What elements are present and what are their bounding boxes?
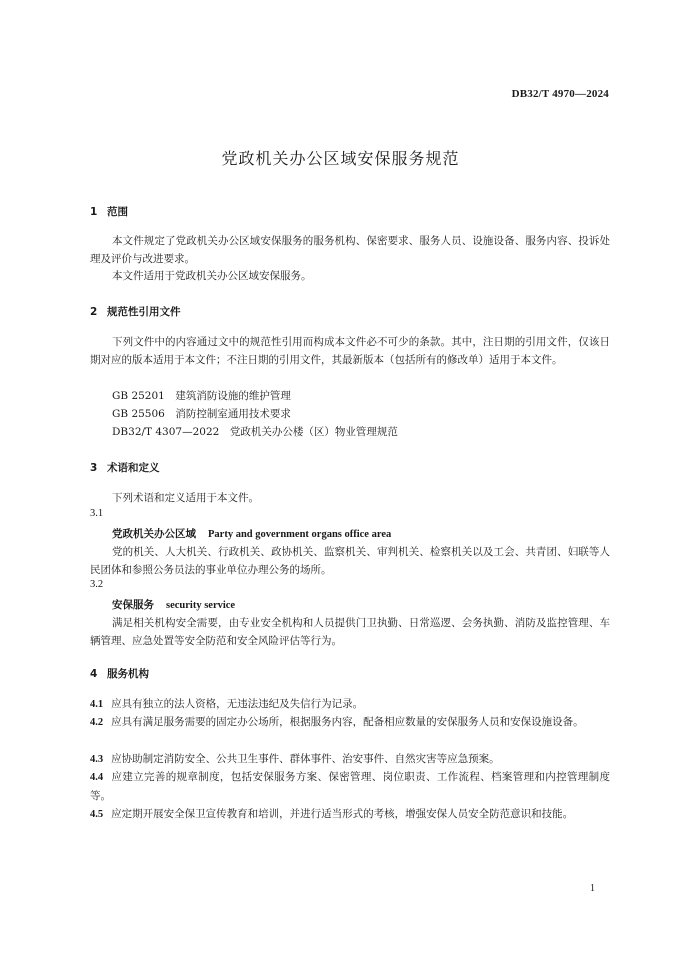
clause-text: 应具有满足服务需要的固定办公场所，根据服务内容，配备相应数量的安保服务人员和安保设施设备。: [111, 716, 584, 728]
term-definition: 满足相关机构安全需要，由专业安全机构和人员提供门卫执勤、日常巡逻、会务执勤、消防及监控管理、车辆管理、应急处置等安全防范和安全风险评估等行为。: [90, 617, 610, 648]
term-definition: 党的机关、人大机关、行政机关、政协机关、监察机关、审判机关、检察机关以及工会、共青团、妇联等人民团体和参照公务员法的事业单位办理公务的场所。: [90, 546, 610, 577]
clause-number: 4.5: [90, 809, 104, 820]
term-number: 3.2: [90, 579, 104, 590]
clause-4-4: [90, 768, 610, 806]
paragraph: 本文件适用于党政机关办公区域安保服务。: [112, 270, 312, 282]
section-2-heading: [90, 304, 181, 319]
paragraph: 下列术语和定义适用于本文件。: [112, 492, 259, 504]
section-title: 规范性引用文件: [107, 306, 181, 318]
section-number: 3: [90, 462, 98, 474]
normative-reference: GB 25506 消防控制室通用技术要求: [112, 408, 291, 420]
section-number: 4: [90, 668, 98, 680]
term-name-cn: 党政机关办公区域: [112, 528, 196, 540]
term-name-en: Party and government organs office area: [208, 529, 392, 540]
clause-number: 4.3: [90, 754, 104, 765]
clause-text: 应具有独立的法人资格，无违法违纪及失信行为记录。: [111, 698, 364, 710]
clause-4-5: [90, 805, 610, 824]
normative-reference: DB32/T 4307—2022 党政机关办公楼（区）物业管理规范: [112, 426, 398, 438]
section-number: 1: [90, 206, 98, 218]
clause-number: 4.2: [90, 717, 104, 728]
page-title: 党政机关办公区域安保服务规范: [221, 149, 460, 168]
paragraph: 本文件规定了党政机关办公区域安保服务的服务机构、保密要求、服务人员、设施设备、服务内容、投诉处理及评价与改进要求。: [90, 235, 610, 266]
section-3-heading: [90, 460, 160, 475]
term-name-cn: 安保服务: [112, 599, 154, 611]
clause-4-1: [90, 695, 610, 714]
paragraph: 下列文件中的内容通过文中的规范性引用而构成本文件必不可少的条款。其中，注日期的引用文件，仅该日期对应的版本适用于本文件；不注日期的引用文件，其最新版本（包括所有的修改单）适用于本文件。: [90, 336, 610, 367]
section-4-heading: [90, 666, 149, 681]
term-name-en: security service: [166, 600, 236, 611]
term-name: [112, 526, 391, 541]
section-title: 术语和定义: [107, 462, 160, 474]
section-title: 范围: [107, 206, 128, 218]
clause-text: 应建立完善的规章制度，包括安保服务方案、保密管理、岗位职责、工作流程、档案管理和内控管理制度等。: [90, 771, 610, 803]
section-number: 2: [90, 306, 98, 318]
clause-number: 4.4: [90, 772, 104, 783]
clause-text: 应协助制定消防安全、公共卫生事件、群体事件、治安事件、自然灾害等应急预案。: [111, 753, 500, 765]
clause-4-3: [90, 750, 610, 769]
normative-reference: GB 25201 建筑消防设施的维护管理: [112, 390, 291, 402]
clause-number: 4.1: [90, 699, 104, 710]
page-number: 1: [590, 883, 595, 894]
section-1-heading: [90, 204, 128, 219]
clause-4-2: [90, 713, 610, 732]
section-title: 服务机构: [107, 668, 149, 680]
term-name: [112, 597, 235, 612]
term-number: 3.1: [90, 508, 104, 519]
clause-text: 应定期开展安全保卫宣传教育和培训，并进行适当形式的考核，增强安保人员安全防范意识和技能。: [111, 808, 574, 820]
document-id: DB32/T 4970—2024: [511, 88, 609, 100]
